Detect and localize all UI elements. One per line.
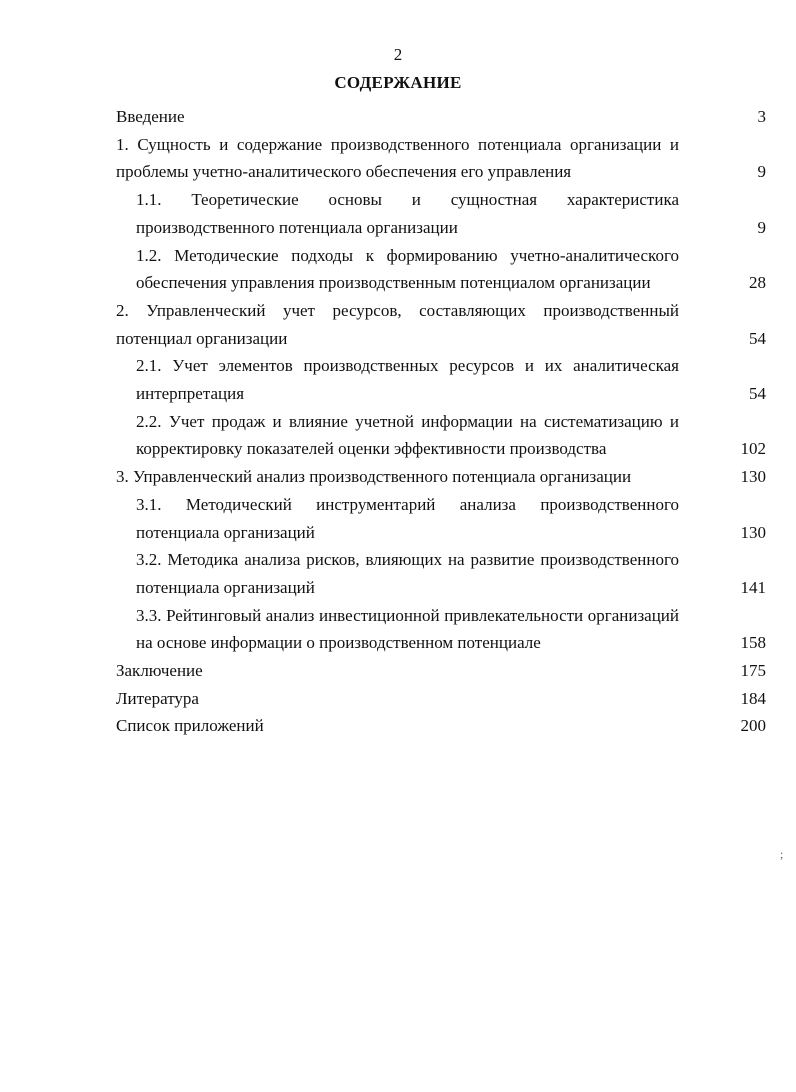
- toc-entry-page: 28: [749, 273, 766, 293]
- toc-entry-text: 2.1. Учет элементов производственных ресурсов и их аналитическая интерпретация: [136, 356, 679, 404]
- toc-entry-section-1-2: [116, 242, 766, 297]
- toc-entry-text: 2.2. Учет продаж и влияние учетной информации на систематизацию и корректировку показателей оценки эффективности производства: [136, 411, 679, 459]
- toc-entry-page: 54: [749, 328, 766, 348]
- toc-entry-section-3-1: [116, 491, 766, 546]
- toc-entry-page: 130: [740, 522, 766, 542]
- toc-entry-chapter-2: [116, 297, 766, 352]
- toc-entry-section-3-2: [116, 546, 766, 601]
- toc-entry-page: 102: [740, 439, 766, 459]
- toc-entry-text: 1.1. Теоретические основы и сущностная характеристика производственного потенциала организации: [136, 190, 679, 237]
- toc-entry-text: 3.3. Рейтинговый анализ инвестиционной привлекательности организаций на основе информации о производственном потенциале: [136, 605, 679, 653]
- toc-entry-chapter-1: [116, 131, 766, 186]
- toc-entry-text: 2. Управленческий учет ресурсов, составляющих производственный потенциал организации: [116, 300, 679, 348]
- toc-entry-page: 141: [740, 577, 766, 597]
- toc-entry-page: 9: [757, 162, 766, 182]
- toc-entry-text: Литература: [116, 688, 199, 708]
- toc-entry-conclusion: [116, 657, 766, 685]
- document-title: СОДЕРЖАНИЕ: [334, 73, 462, 92]
- toc-entry-page: 54: [749, 384, 766, 404]
- toc-entry-text: 1.2. Методические подходы к формированию учетно-аналитического обеспечения управления производственным потенциалом организации: [136, 245, 679, 293]
- toc-entry-text: 3.2. Методика анализа рисков, влияющих на развитие производственного потенциала организаций: [136, 550, 679, 597]
- page-number: 2: [393, 45, 403, 64]
- toc-entry-section-1-1: [116, 186, 766, 241]
- toc-entry-text: Список приложений: [116, 716, 264, 736]
- toc-entry-page: 9: [757, 217, 766, 237]
- toc-entry-text: Введение: [116, 107, 185, 126]
- toc-entry-page: 175: [740, 661, 766, 681]
- toc-entry-text: 1. Сущность и содержание производственного потенциала организации и проблемы учетно-аналитического обеспечения его управления: [116, 134, 679, 182]
- toc-entry-page: 184: [740, 688, 766, 708]
- toc-entry-page: 130: [740, 467, 766, 487]
- toc-entry-appendices: [116, 712, 766, 740]
- toc-entry-text: Заключение: [116, 661, 203, 681]
- toc-entry-text: 3. Управленческий анализ производственного потенциала организации: [116, 467, 632, 487]
- toc-entry-chapter-3: [116, 463, 766, 491]
- toc-entry-page: 158: [740, 633, 766, 653]
- toc-entry-section-2-1: [116, 352, 766, 407]
- toc-entry-section-3-3: [116, 602, 766, 657]
- table-of-contents: [116, 103, 766, 740]
- toc-entry-literature: [116, 685, 766, 713]
- margin-mark: ;: [780, 847, 784, 861]
- toc-entry-page: 3: [757, 107, 766, 126]
- toc-entry-page: 200: [740, 716, 766, 736]
- toc-entry-introduction: [116, 103, 766, 131]
- toc-entry-section-2-2: [116, 408, 766, 463]
- toc-entry-text: 3.1. Методический инструментарий анализа производственного потенциала организаций: [136, 494, 679, 542]
